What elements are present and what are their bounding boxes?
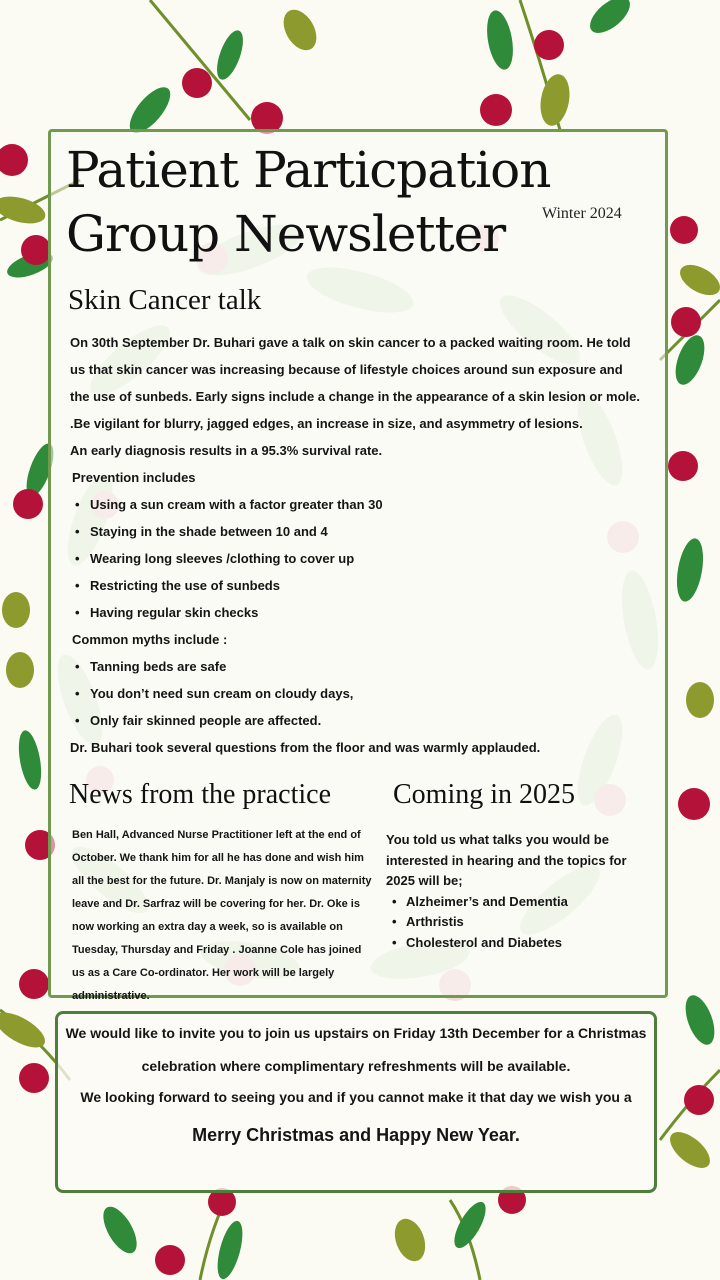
newsletter-title bbox=[66, 138, 550, 266]
title-line-2: Group Newsletter bbox=[66, 205, 506, 263]
list-item: • Alzheimer’s and Dementia bbox=[406, 892, 636, 913]
prevention-label: Prevention includes bbox=[72, 470, 196, 485]
list-item: • Tanning beds are safe bbox=[90, 653, 640, 680]
invite-line-3: We looking forward to seeing you and if you cannot make it that day we wish you a bbox=[80, 1089, 632, 1105]
list-item: • Having regular skin checks bbox=[90, 599, 640, 626]
news-heading: News from the practice bbox=[69, 779, 331, 810]
list-item: • Using a sun cream with a factor greater than 30 bbox=[90, 491, 640, 518]
list-item: • Restricting the use of sunbeds bbox=[90, 572, 640, 599]
christmas-invitation-box bbox=[55, 1011, 657, 1193]
invite-greeting: Merry Christmas and Happy New Year. bbox=[192, 1125, 520, 1145]
prevention-list bbox=[70, 491, 640, 626]
list-item: • Cholesterol and Diabetes bbox=[406, 933, 636, 954]
list-item: • Only fair skinned people are affected. bbox=[90, 707, 640, 734]
skin-cancer-closing: Dr. Buhari took several questions from the floor and was warmly applauded. bbox=[70, 740, 541, 755]
issue-season: Winter 2024 bbox=[542, 205, 622, 222]
coming-intro: You told us what talks you would be interested in hearing and the topics for 2025 will be; bbox=[386, 832, 627, 888]
skin-cancer-section bbox=[70, 329, 640, 761]
list-item: • You don’t need sun cream on cloudy days, bbox=[90, 680, 640, 707]
skin-cancer-intro: On 30th September Dr. Buhari gave a talk on skin cancer to a packed waiting room. He told us that skin cancer was increasing because of lifestyle choices around sun exposure and the use of sunbeds. Early signs include a change in the appearance of a skin lesion or mole. .Be vigilant for blurry, jagged edges, an increase in size, and asymmetry of lesions. bbox=[70, 335, 640, 431]
myths-label: Common myths include : bbox=[72, 632, 228, 647]
list-item: • Staying in the shade between 10 and 4 bbox=[90, 518, 640, 545]
invite-line-1: We would like to invite you to join us upstairs on Friday 13th December for a Christmas bbox=[65, 1025, 647, 1041]
survival-rate-text: An early diagnosis results in a 95.3% survival rate. bbox=[70, 443, 383, 458]
list-item: • Wearing long sleeves /clothing to cover up bbox=[90, 545, 640, 572]
news-body: Ben Hall, Advanced Nurse Practitioner left at the end of October. We thank him for all he has done and wish him all the best for the future. Dr. Manjaly is now on maternity leave and Dr. Sarfraz will be covering for her. Dr. Oke is now working an extra day a week, so is available on Tuesday, Thursday and Friday . Joanne Cole has joined us as a Care Co-ordinator. Her work will be largely administrative. bbox=[72, 829, 372, 1002]
coming-heading: Coming in 2025 bbox=[393, 779, 576, 810]
topics-list bbox=[386, 892, 636, 954]
coming-section bbox=[386, 830, 636, 953]
title-line-1: Patient Particpation bbox=[66, 141, 551, 199]
myths-list bbox=[70, 653, 640, 734]
skin-cancer-heading: Skin Cancer talk bbox=[68, 284, 262, 316]
list-item: • Arthristis bbox=[406, 912, 636, 933]
invite-line-2: celebration where complimentary refreshments will be available. bbox=[141, 1058, 571, 1074]
